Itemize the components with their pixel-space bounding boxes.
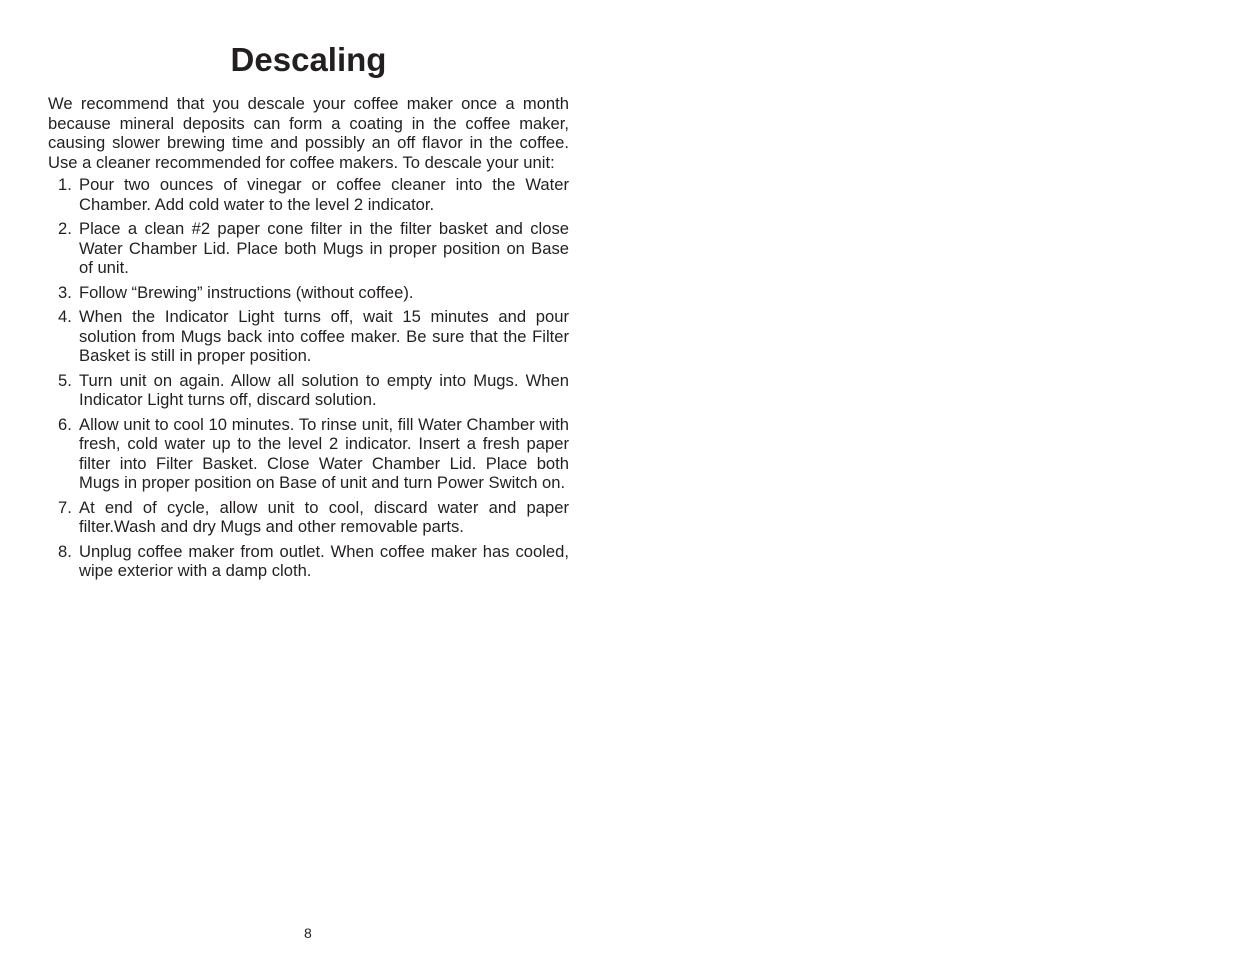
step-number: 6. [58,414,72,434]
step-item [48,542,569,581]
step-item [48,498,569,537]
step-item [48,371,569,410]
step-text: At end of cycle, allow unit to cool, discard water and paper filter.Wash and dry Mugs and other removable parts. [79,497,569,536]
step-number: 7. [58,497,72,517]
step-number: 3. [58,282,72,302]
intro-paragraph: We recommend that you descale your coffee maker once a month because mineral deposits can form a coating in the coffee maker, causing slower brewing time and possibly an off flavor in the coffee. Use a cleaner recommended for coffee makers. To descale your unit: [48,94,569,172]
step-number: 1. [58,175,72,194]
step-number: 2. [58,219,72,238]
step-item [48,175,569,214]
page-title: Descaling [230,41,387,78]
step-text: Allow unit to cool 10 minutes. To rinse unit, fill Water Chamber with fresh, cold water up to the level 2 indicator. Insert a fresh paper filter into Filter Basket. Close Water Chamber Lid. Place both Mugs in proper position on Base of unit and turn Power Switch on. [79,414,569,492]
step-text: Place a clean #2 paper cone filter in the filter basket and close Water Chamber Lid. Place both Mugs in proper position on Base of unit. [79,219,569,277]
step-number: 5. [58,370,72,390]
step-text: When the Indicator Light turns off, wait 15 minutes and pour solution from Mugs back into coffee maker. Be sure that the Filter Basket is still in proper position. [79,307,569,365]
step-item [48,307,569,366]
step-number: 4. [58,307,72,326]
step-text: Unplug coffee maker from outlet. When coffee maker has cooled, wipe exterior with a damp cloth. [79,541,569,580]
step-item [48,415,569,493]
step-text: Follow “Brewing” instructions (without coffee). [79,282,414,302]
manual-page [48,40,569,586]
step-text: Pour two ounces of vinegar or coffee cleaner into the Water Chamber. Add cold water to the level 2 indicator. [79,175,569,214]
step-text: Turn unit on again. Allow all solution to empty into Mugs. When Indicator Light turns off, discard solution. [79,370,569,409]
step-item [48,283,569,303]
descaling-steps-list [48,175,569,581]
page-number: 8 [304,925,312,941]
step-number: 8. [58,541,72,561]
step-item [48,219,569,278]
